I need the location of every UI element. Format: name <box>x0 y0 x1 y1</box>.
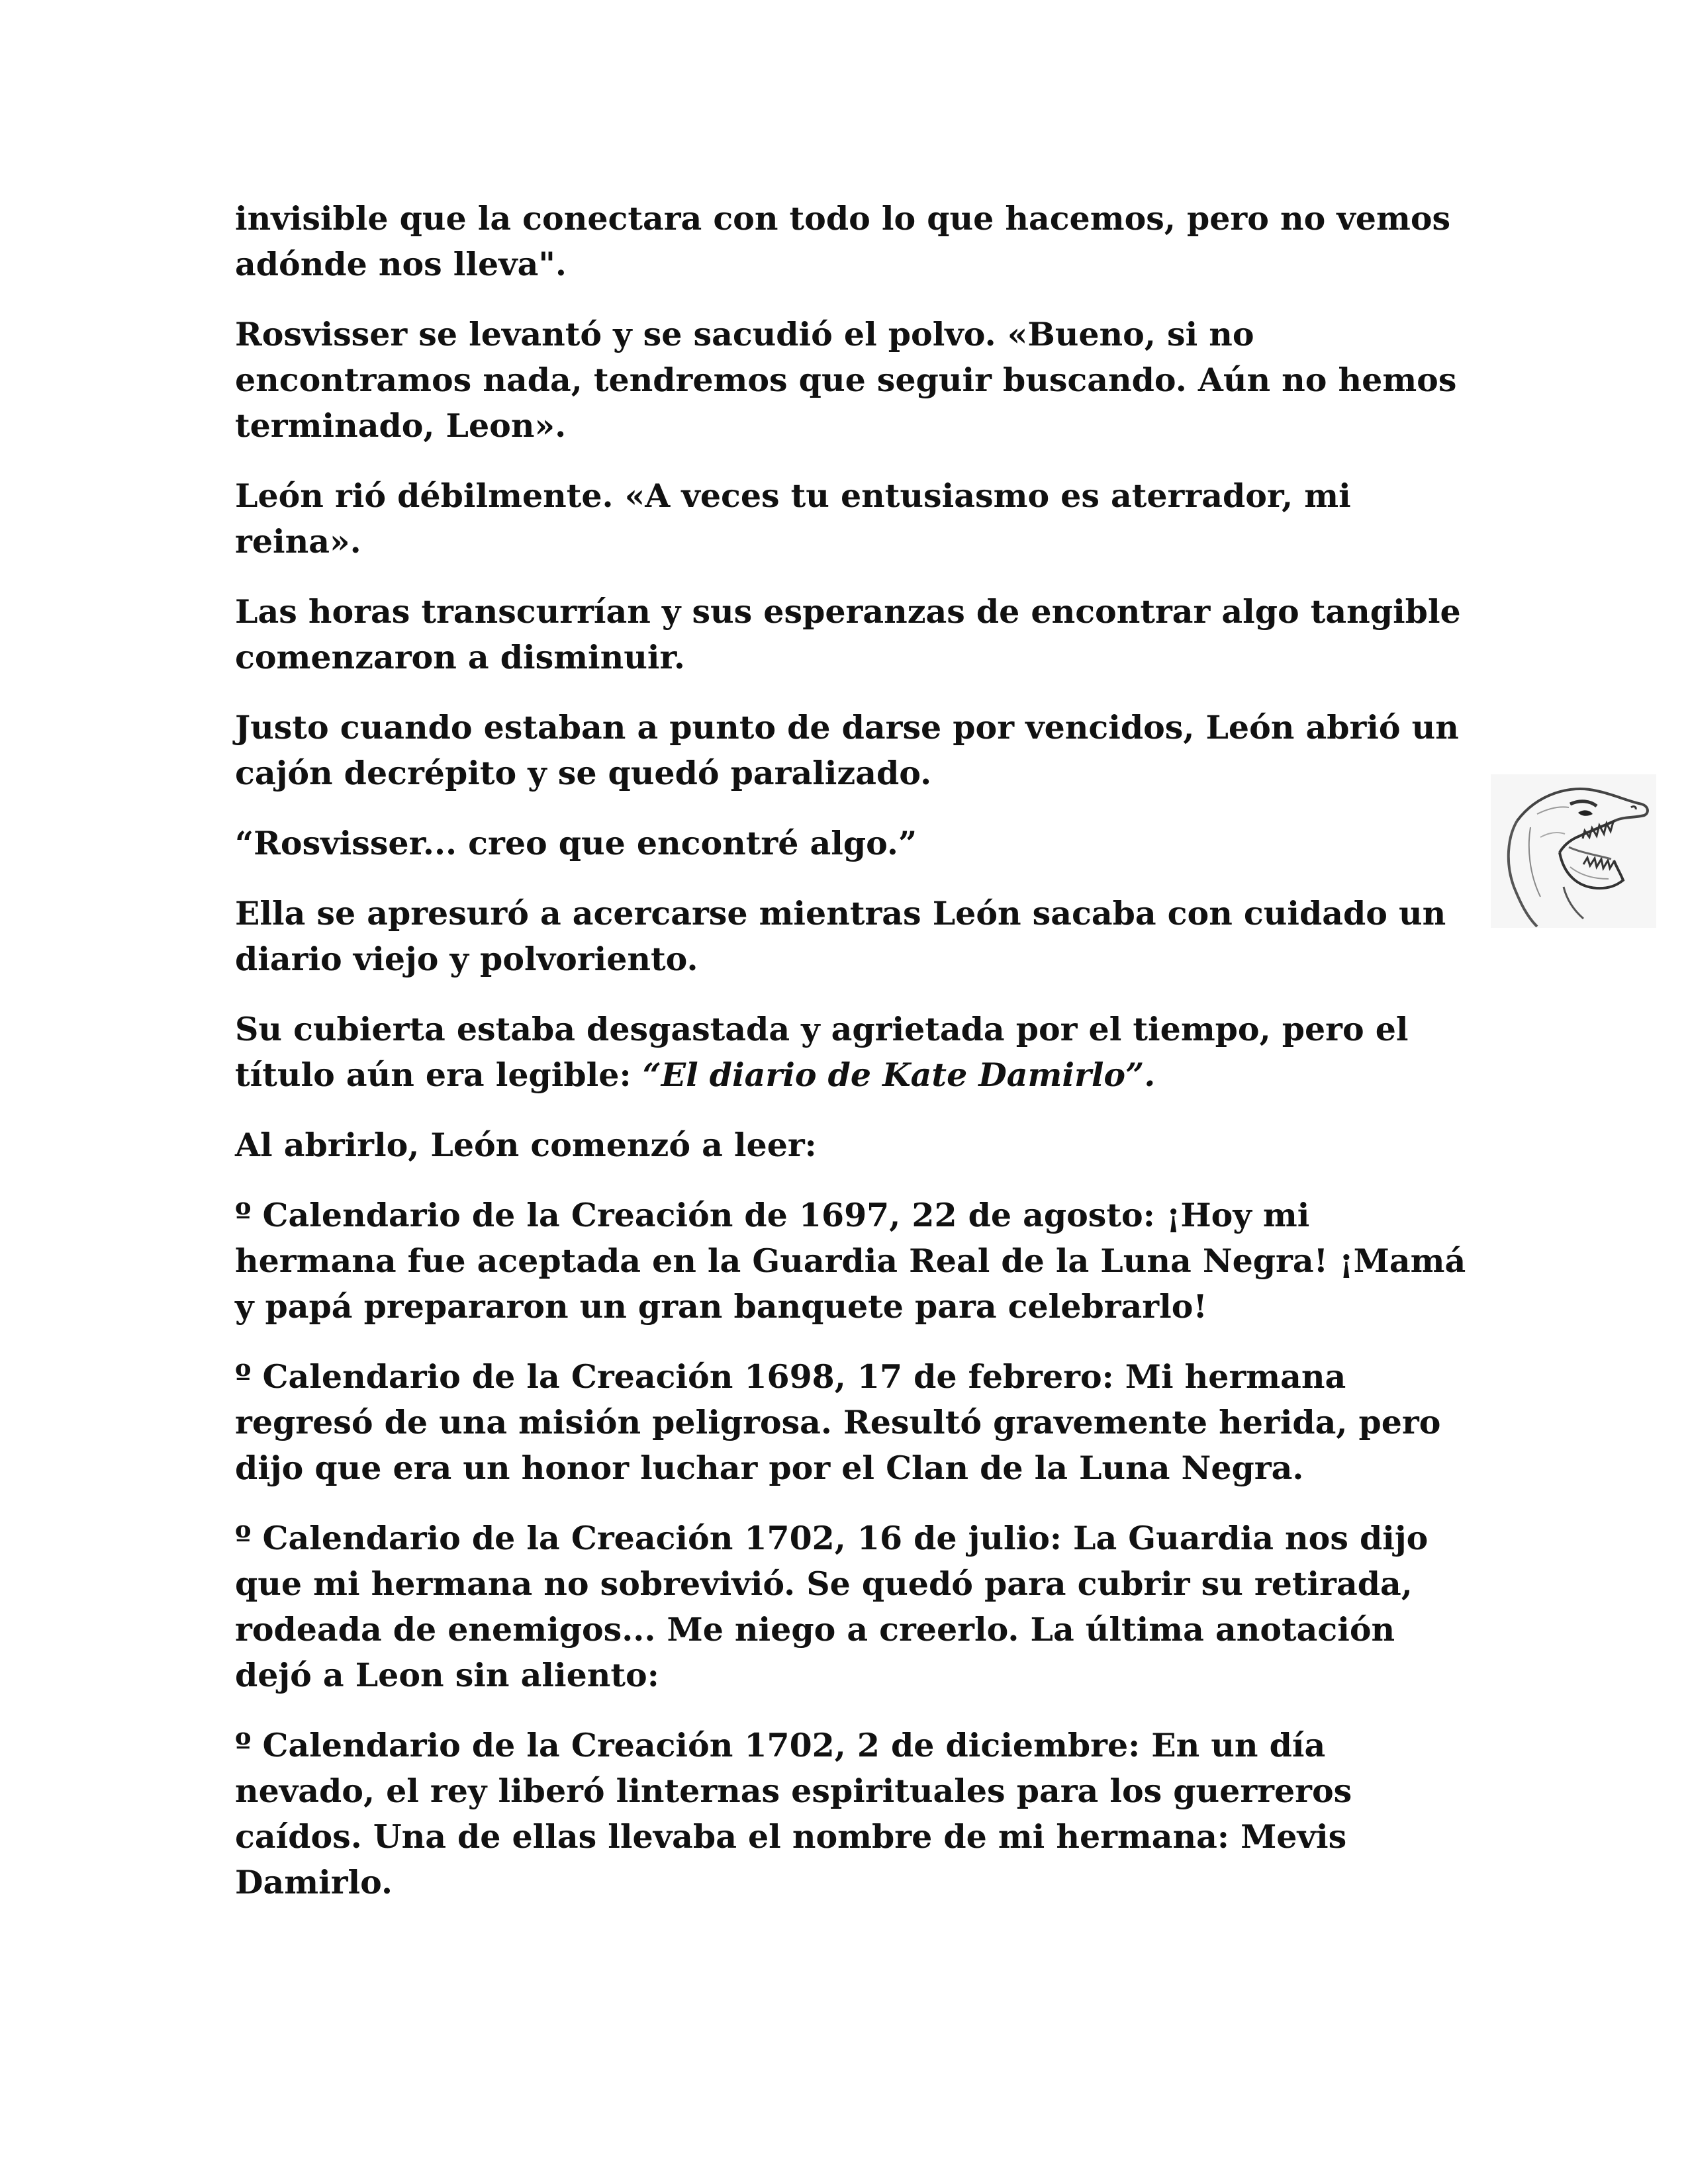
diary-entry-3: º Calendario de la Creación 1702, 16 de julio: La Guardia nos dijo que mi hermana no sobrevivió. Se quedó para cubrir su retirada, rodeada de enemigos... Me niego a creerlo. <box>235 1519 1429 1649</box>
body-text <box>235 196 1466 1930</box>
paragraph-2: Rosvisser se levantó y se sacudió el polvo. «Bueno, si no encontramos nada, tendremos que seguir buscando. Aún no hemos terminado, Leon». <box>235 315 1457 445</box>
diary-entry-1: º Calendario de la Creación de 1697, 22 de agosto: ¡Hoy mi hermana fue aceptada en la Guardia Real de la Luna Negra! ¡Mamá y papá prepararon un gran banquete para celebrarlo! <box>235 1196 1466 1326</box>
cover-text: Su cubierta estaba desgastada y agrietada por el tiempo, pero el título aún era legible: <box>235 1010 1409 1094</box>
cover-paragraph <box>235 1007 1466 1098</box>
diary-title: “El diario de Kate Damirlo”. <box>642 1056 1156 1094</box>
diary-entry-4: º Calendario de la Creación 1702, 2 de diciembre: En un día nevado, el rey liberó linternas espirituales para los guerreros caídos. Una de ellas llevaba el nombre de mi hermana: Mevis Damirlo. <box>235 1726 1352 1901</box>
dinosaur-head-icon <box>1491 774 1656 928</box>
reading-intro: Al abrirlo, León comenzó a leer: <box>235 1126 817 1164</box>
paragraph-7: Ella se apresuró a acercarse mientras León sacaba con cuidado un diario viejo y polvoriento. <box>235 894 1446 978</box>
narration-text: La última anotación dejó a Leon sin aliento: <box>235 1610 1395 1694</box>
paragraph-5: Justo cuando estaban a punto de darse por vencidos, León abrió un cajón decrépito y se quedó paralizado. <box>235 708 1459 792</box>
diary-entry-3-paragraph <box>235 1516 1466 1698</box>
diary-entry-2: º Calendario de la Creación 1698, 17 de febrero: Mi hermana regresó de una misión peligrosa. Resultó gravemente herida, pero dijo que era un honor luchar por el Clan de la Luna Negra. <box>235 1357 1441 1487</box>
paragraph-3: León rió débilmente. «A veces tu entusiasmo es aterrador, mi reina». <box>235 477 1351 561</box>
paragraph-4: Las horas transcurrían y sus esperanzas de encontrar algo tangible comenzaron a disminuir. <box>235 592 1461 676</box>
paragraph-1: invisible que la conectara con todo lo que hacemos, pero no vemos adónde nos lleva". <box>235 199 1451 283</box>
paragraph-6: “Rosvisser... creo que encontré algo.” <box>235 824 917 862</box>
